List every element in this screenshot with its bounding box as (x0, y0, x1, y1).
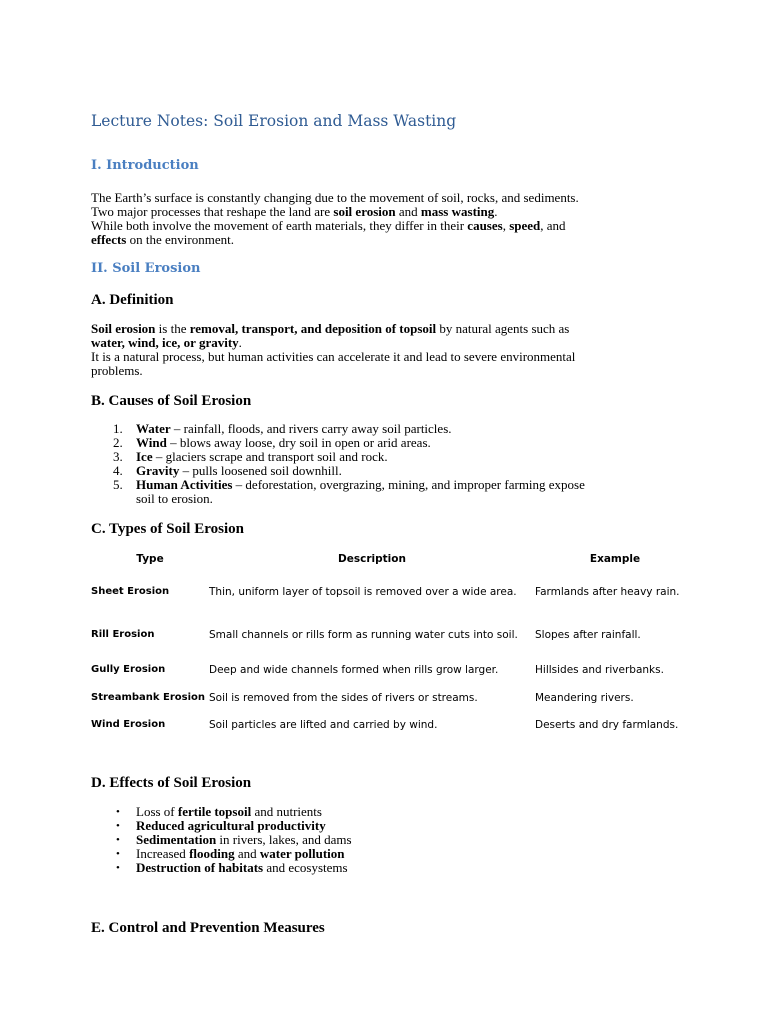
subheading-types: C. Types of Soil Erosion (91, 521, 244, 537)
column-header-type: Type (136, 553, 164, 565)
definition-line: Soil erosion is the removal, transport, and deposition of topsoil by natural agents such as (91, 321, 570, 336)
list-item: • Sedimentation in rivers, lakes, and dams (116, 832, 352, 847)
bullet-icon: • (116, 848, 120, 860)
list-item: • Reduced agricultural productivity (116, 818, 326, 833)
intro-line: Two major processes that reshape the land are soil erosion and mass wasting. (91, 204, 498, 219)
definition-line: It is a natural process, but human activities can accelerate it and lead to severe environmental (91, 349, 576, 364)
bullet-icon: • (116, 806, 120, 818)
description-cell: Small channels or rills form as running water cuts into soil. (209, 629, 518, 641)
example-cell: Deserts and dry farmlands. (535, 718, 679, 731)
intro-line: effects on the environment. (91, 232, 234, 247)
table-row (91, 711, 695, 738)
type-cell: Sheet Erosion (91, 586, 170, 597)
description-cell: Thin, uniform layer of topsoil is removed over a wide area. (209, 586, 517, 598)
effects-list (91, 805, 691, 875)
description-cell: Deep and wide channels formed when rills grow larger. (209, 664, 499, 676)
section-heading-introduction: I. Introduction (91, 158, 199, 173)
subheading-effects: D. Effects of Soil Erosion (91, 775, 252, 791)
list-item: • Loss of fertile topsoil and nutrients (116, 804, 322, 819)
list-item: 2. Wind – blows away loose, dry soil in open or arid areas. (113, 435, 431, 450)
bullet-icon: • (116, 834, 120, 846)
subheading-definition: A. Definition (91, 292, 174, 308)
table-row (91, 570, 695, 614)
causes-list (91, 422, 691, 506)
intro-line: While both involve the movement of earth materials, they differ in their causes, speed, and (91, 218, 566, 233)
introduction-paragraph (91, 191, 681, 247)
list-item: 5. Human Activities – deforestation, overgrazing, mining, and improper farming expose soil to erosion. (113, 477, 585, 506)
intro-line: The Earth’s surface is constantly changing due to the movement of soil, rocks, and sediments. (91, 190, 579, 205)
document-title: Lecture Notes: Soil Erosion and Mass Wasting (91, 112, 457, 130)
definition-paragraph (91, 322, 681, 378)
table-row (91, 684, 695, 711)
section-heading-soil-erosion: II. Soil Erosion (91, 261, 201, 276)
example-cell: Slopes after rainfall. (535, 629, 641, 641)
type-cell: Gully Erosion (91, 664, 166, 675)
list-item: 4. Gravity – pulls loosened soil downhill. (113, 463, 342, 478)
column-header-example: Example (589, 553, 641, 565)
description-cell: Soil particles are lifted and carried by wind. (209, 718, 438, 731)
column-header-description: Description (338, 553, 406, 565)
list-item: 1. Water – rainfall, floods, and rivers carry away soil particles. (113, 421, 452, 436)
definition-line: water, wind, ice, or gravity. (91, 335, 242, 350)
table-row (91, 614, 695, 656)
type-cell: Wind Erosion (91, 718, 166, 730)
example-cell: Hillsides and riverbanks. (535, 664, 664, 676)
erosion-types-table (91, 548, 695, 738)
table-header-row (91, 548, 695, 570)
type-cell: Streambank Erosion (91, 691, 206, 703)
table-row (91, 656, 695, 684)
subheading-control: E. Control and Prevention Measures (91, 920, 325, 936)
list-item: 3. Ice – glaciers scrape and transport soil and rock. (113, 449, 388, 464)
description-cell: Soil is removed from the sides of rivers or streams. (209, 691, 478, 704)
example-cell: Meandering rivers. (535, 691, 634, 704)
bullet-icon: • (116, 820, 120, 832)
bullet-icon: • (116, 862, 120, 874)
list-item: • Destruction of habitats and ecosystems (116, 860, 348, 875)
example-cell: Farmlands after heavy rain. (535, 586, 680, 598)
type-cell: Rill Erosion (91, 629, 155, 640)
subheading-causes: B. Causes of Soil Erosion (91, 393, 252, 409)
list-item: • Increased flooding and water pollution (116, 846, 345, 861)
definition-line: problems. (91, 363, 143, 378)
